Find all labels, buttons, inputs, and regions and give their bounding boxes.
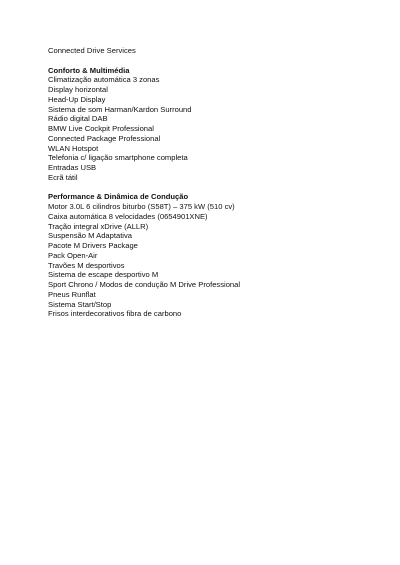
document-content bbox=[48, 46, 378, 319]
list-item: Pneus Runflat bbox=[48, 289, 96, 299]
list-item: Caixa automática 8 velocidades (0654901XNE) bbox=[48, 211, 208, 221]
list-item: BMW Live Cockpit Professional bbox=[48, 124, 154, 133]
list-item: Pacote M Drivers Package bbox=[48, 241, 138, 250]
spacer bbox=[48, 56, 378, 66]
list-item: Frisos interdecorativos fibra de carbono bbox=[48, 309, 182, 319]
list-item: Motor 3.0L 6 cilindros biturbo (S58T) – 375 kW (510 cv) bbox=[48, 202, 235, 211]
list-item: Sport Chrono / Modos de condução M Drive Professional bbox=[48, 280, 241, 289]
list-item: Rádio digital DAB bbox=[48, 114, 108, 124]
list-item: Sistema Start/Stop bbox=[48, 299, 112, 309]
spacer bbox=[48, 183, 378, 193]
section-heading: Conforto & Multimédia bbox=[48, 65, 130, 75]
list-item: Head-Up Display bbox=[48, 94, 106, 104]
list-item: Telefonia c/ ligação smartphone completa bbox=[48, 153, 188, 163]
list-item: Travões M desportivos bbox=[48, 260, 125, 270]
section-heading: Performance & Dinâmica de Condução bbox=[48, 192, 189, 202]
list-item: Display horizontal bbox=[48, 85, 108, 94]
section-performance-dynamics bbox=[48, 192, 378, 319]
list-item: Sistema de escape desportivo M bbox=[48, 270, 159, 280]
list-item: Connected Package Professional bbox=[48, 133, 161, 143]
intro-line: Connected Drive Services bbox=[48, 46, 136, 55]
section-comfort-multimedia bbox=[48, 66, 378, 183]
list-item: Suspensão M Adaptativa bbox=[48, 231, 133, 241]
list-item: Sistema de som Harman/Kardon Surround bbox=[48, 104, 192, 114]
list-item: Entradas USB bbox=[48, 163, 97, 172]
list-item: Ecrã tátil bbox=[48, 172, 78, 182]
list-item: Pack Open-Air bbox=[48, 250, 98, 260]
list-item: Climatização automática 3 zonas bbox=[48, 75, 160, 85]
list-item: WLAN Hotspot bbox=[48, 143, 99, 153]
list-item: Tração integral xDrive (ALLR) bbox=[48, 221, 149, 231]
